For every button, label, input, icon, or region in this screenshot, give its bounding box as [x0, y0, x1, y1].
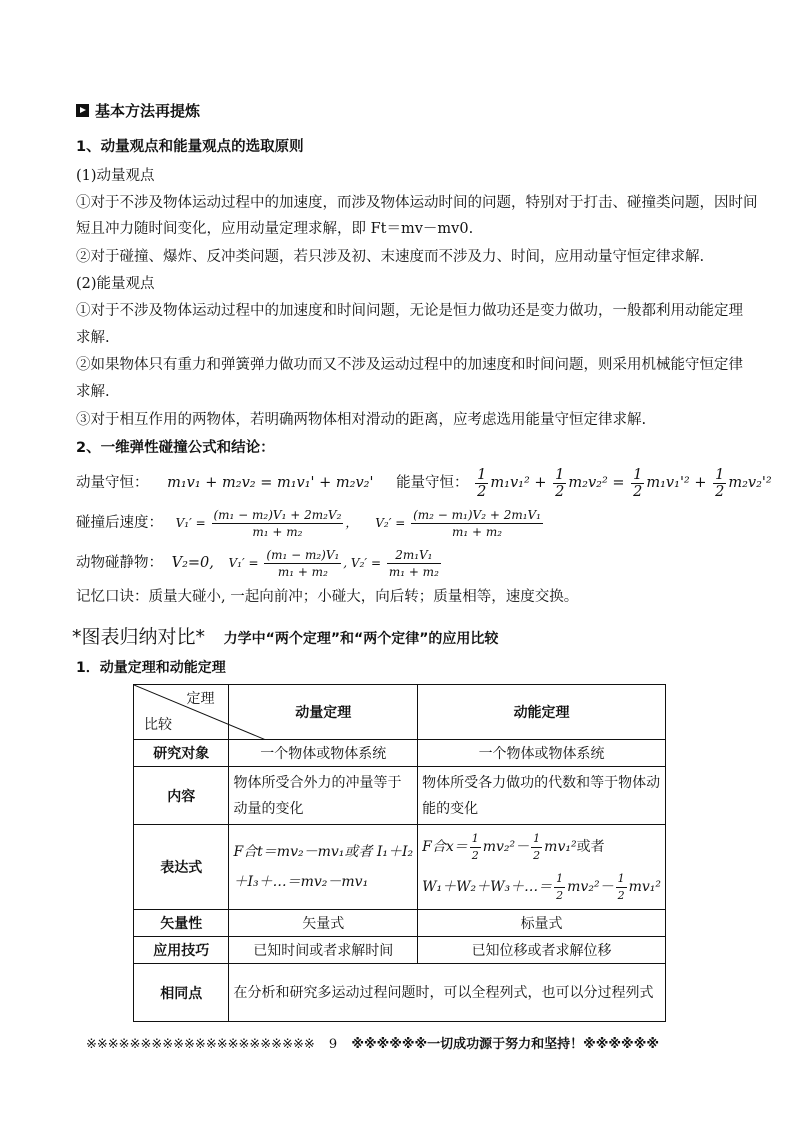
row-label: 矢量性 [134, 910, 229, 937]
energy-view-2a: ②如果物体只有重力和弹簧弹力做功而又不涉及运动过程中的加速度和时间问题，则采用机械能守恒定律 [76, 357, 743, 373]
table-row [134, 740, 666, 767]
static-collision-formulas [76, 545, 443, 581]
table-row [134, 937, 666, 964]
conservation-formulas [76, 463, 772, 503]
comparison-table [133, 684, 666, 1022]
column-header-momentum-theorem: 动量定理 [229, 685, 418, 740]
cell-momentum: 已知时间或者求解时间 [229, 937, 418, 964]
table-row [134, 964, 666, 1022]
corner-bottom-label: 比较 [144, 717, 172, 733]
kinetic-expression-line1: F合x＝ $\frac{1}{2}$ mv₂²－ $\frac{1}{2}$ mv₁²或者 [422, 831, 605, 862]
column-header-kinetic-energy-theorem: 动能定理 [418, 685, 666, 740]
footer-motto: ※※※※※※一切成功源于努力和坚持！※※※※※※ [351, 1037, 659, 1052]
v2-after-equation: V₂′ = $\frac{\text{(m₂ − m₁)V₂ + 2m₁V₁}}{\text{m₁ + m₂}}$ [375, 508, 541, 539]
cell-momentum [229, 825, 418, 910]
table-row [134, 825, 666, 910]
momentum-expression-line2: ＋I₃＋…＝mv₂－mv₁ [233, 874, 369, 890]
energy-conservation-equation: $\frac{1}{2}$ m₁v₁² + $\frac{1}{2}$ m₂v₂² = $\frac{1}{2}$ m₁v₁'² + $\frac{1}{2}$ m₂v₂'² [477, 466, 772, 500]
page-number: 9 [328, 1037, 338, 1052]
energy-view-1b: 求解. [76, 330, 110, 346]
cell-kinetic [418, 825, 666, 910]
after-collision-label: 碰撞后速度： [76, 515, 163, 531]
cell-kinetic: 一个物体或物体系统 [418, 740, 666, 767]
memory-rhyme: 记忆口诀：质量大碰小, 一起向前冲；小碰大，向后转；质量相等，速度交换。 [76, 589, 579, 605]
row-label: 内容 [134, 767, 229, 825]
table-title: 1．动量定理和动能定理 [76, 660, 226, 676]
momentum-conservation-label: 动量守恒： [76, 475, 149, 491]
play-triangle-icon [76, 104, 89, 117]
table-row [134, 767, 666, 825]
cell-kinetic: 物体所受各力做功的代数和等于物体动能的变化 [418, 767, 666, 825]
energy-view-title: (2)能量观点 [76, 276, 155, 292]
cell-momentum: 物体所受合外力的冲量等于动量的变化 [229, 767, 418, 825]
row-label: 表达式 [134, 825, 229, 910]
energy-view-3: ③对于相互作用的两物体，若明确两物体相对滑动的距离，应考虑选用能量守恒定律求解. [76, 412, 647, 428]
footer-left-decoration: ※※※※※※※※※※※※※※※※※※※※※ [86, 1037, 315, 1052]
static-collision-label: 动物碰静物： [76, 555, 163, 571]
v1-after-equation: V₁′ = $\frac{\text{(m₁ − m₂)V₁ + 2m₂V₂}}{\text{m₁ + m₂}}$ ， [175, 508, 362, 539]
heading-2: 2、一维弹性碰撞公式和结论： [76, 440, 275, 456]
static-condition: V₂=0, [171, 555, 214, 571]
chart-comparison-heading [72, 622, 498, 649]
heading-1: 1、动量观点和能量观点的选取原则 [76, 139, 304, 155]
table-row [134, 910, 666, 937]
energy-view-1a: ①对于不涉及物体运动过程中的加速度和时间问题，无论是恒力做功还是变力做功，一般都利用动能定理 [76, 303, 743, 319]
momentum-expression-line1: F合t＝mv₂－mv₁或者 I₁＋I₂ [233, 844, 414, 860]
energy-view-2b: 求解. [76, 384, 110, 400]
after-collision-formulas [76, 505, 545, 541]
chart-title: *图表归纳对比* [72, 626, 206, 648]
table-corner-cell [134, 685, 229, 740]
cell-kinetic: 已知位移或者求解位移 [418, 937, 666, 964]
cell-kinetic: 标量式 [418, 910, 666, 937]
corner-top-label: 定理 [186, 691, 215, 707]
momentum-view-1b: 短且冲力随时间变化，应用动量定理求解，即 Ft＝mv－mv0. [76, 221, 474, 237]
kinetic-expression-or: 或者 [576, 839, 605, 855]
momentum-view-2: ②对于碰撞、爆炸、反冲类问题，若只涉及初、末速度而不涉及力、时间，应用动量守恒定律求解. [76, 249, 705, 265]
momentum-conservation-equation: m₁v₁ + m₂v₂ = m₁v₁' + m₂v₂' [167, 475, 374, 491]
momentum-view-title: (1)动量观点 [76, 168, 155, 184]
cell-momentum: 一个物体或物体系统 [229, 740, 418, 767]
kinetic-expression-line2: W₁＋W₂＋W₃＋…＝ $\frac{1}{2}$ mv₂²－ $\frac{1}{2}$ mv₁² [422, 871, 661, 902]
momentum-view-1a: ①对于不涉及物体运动过程中的加速度，而涉及物体运动时间的问题，特别对于打击、碰撞类问题，因时间 [76, 195, 758, 211]
cell-momentum: 矢量式 [229, 910, 418, 937]
section-title: 基本方法再提炼 [76, 100, 200, 121]
table-header-row [134, 685, 666, 740]
row-label: 相同点 [134, 964, 229, 1022]
static-v-equations: V₁′ = $\frac{\text{(m₁ − m₂)V₁}}{\text{m₁ + m₂}}$ , V₂′ = $\frac{\text{2m₁V₁}}{\text{m₁ + m₂}}$ [228, 548, 439, 579]
cell-common-point: 在分析和研究多运动过程问题时，可以全程列式，也可以分过程列式 [229, 964, 666, 1022]
energy-conservation-label: 能量守恒： [396, 475, 469, 491]
chart-subtitle: 力学中“两个定理”和“两个定律”的应用比较 [223, 631, 499, 647]
footer [86, 1033, 659, 1052]
row-label: 应用技巧 [134, 937, 229, 964]
row-label: 研究对象 [134, 740, 229, 767]
